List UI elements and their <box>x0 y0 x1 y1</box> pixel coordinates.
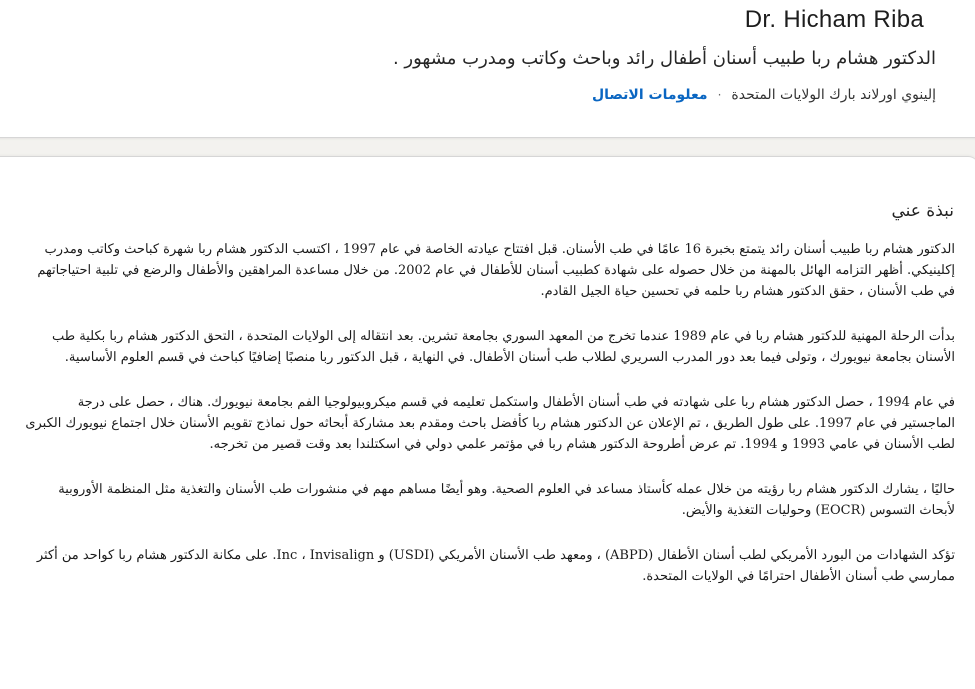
about-paragraph: في عام 1994 ، حصل الدكتور هشام ربا على شهادته في طب أسنان الأطفال واستكمل تعليمه في قسم ميكروبيولوجيا الفم بجامعة نيويورك. هناك ، حصل على درجة الماجستير في عام 1997. على طول الطريق ، تم الإعلان عن الدكتور هشام ربا كأفضل باحث ومقدم بعد مشاركة أبحاثه حول نماذج تقويم الأسنان خلال اجتماع نيويورك الكبرى لطب الأسنان في عامي 1993 و 1994. تم عرض أطروحة الدكتور هشام ربا في مؤتمر علمي دولي في اسكتلندا بعد وقت قصير من تخرجه. <box>25 395 955 452</box>
profile-name: Dr. Hicham Riba <box>744 6 924 33</box>
separator-dot: · <box>717 88 722 102</box>
about-text <box>20 239 955 611</box>
about-paragraph: حاليًا ، يشارك الدكتور هشام ربا رؤيته من خلال عمله كأستاذ مساعد في العلوم الصحية. وهو أيضًا مساهم مهم في منشورات طب الأسنان والتغذية مثل المنظمة الأوروبية لأبحاث التسوس (EOCR) وحوليات التغذية والأيض. <box>58 482 955 518</box>
about-paragraph: بدأت الرحلة المهنية للدكتور هشام ربا في عام 1989 عندما تخرج من المعهد السوري بجامعة تشرين. بعد انتقاله إلى الولايات المتحدة ، التحق الدكتور هشام ربا بكلية طب الأسنان بجامعة نيويورك ، وتولى فيما بعد دور المدرب السريري لطلاب طب أسنان الأطفال. في النهاية ، قبل الدكتور ربا منصبًا إضافيًا كباحث في قسم العلوم الأساسية. <box>52 329 955 365</box>
contact-info-link[interactable]: معلومات الاتصال <box>591 87 708 103</box>
about-section-title: نبذة عني <box>891 201 954 221</box>
profile-headline: الدكتور هشام ربا طبيب أسنان أطفال رائد وباحث وكاتب ومدرب مشهور . <box>392 48 936 69</box>
about-paragraph: تؤكد الشهادات من البورد الأمريكي لطب أسنان الأطفال (ABPD) ، ومعهد طب الأسنان الأمريكي (USDI) و Inc ، Invisalign. على مكانة الدكتور هشام ربا كواحد من أكثر ممارسي طب أسنان الأطفال احترامًا في الولايات المتحدة. <box>36 548 955 584</box>
profile-header-card <box>0 0 975 138</box>
profile-location: إلينوي اورلاند بارك الولايات المتحدة <box>731 87 936 103</box>
location-row <box>592 87 936 103</box>
about-paragraph: الدكتور هشام ربا طبيب أسنان رائد يتمتع بخبرة 16 عامًا في طب الأسنان. قبل افتتاح عيادته الخاصة في عام 1997 ، اكتسب الدكتور هشام ربا شهرة كباحث وكاتب ومدرب إكلينيكي. أظهر التزامه الهائل بالمهنة من خلال حصوله على شهادة كطبيب أسنان للأطفال في عام 2002. من خلال مساعدة المراهقين والأطفال والرضع في تلبية احتياجاتهم في طب الأسنان ، حقق الدكتور هشام ربا حلمه في تحسين حياة الجيل القادم. <box>37 242 955 299</box>
about-card <box>0 156 975 689</box>
